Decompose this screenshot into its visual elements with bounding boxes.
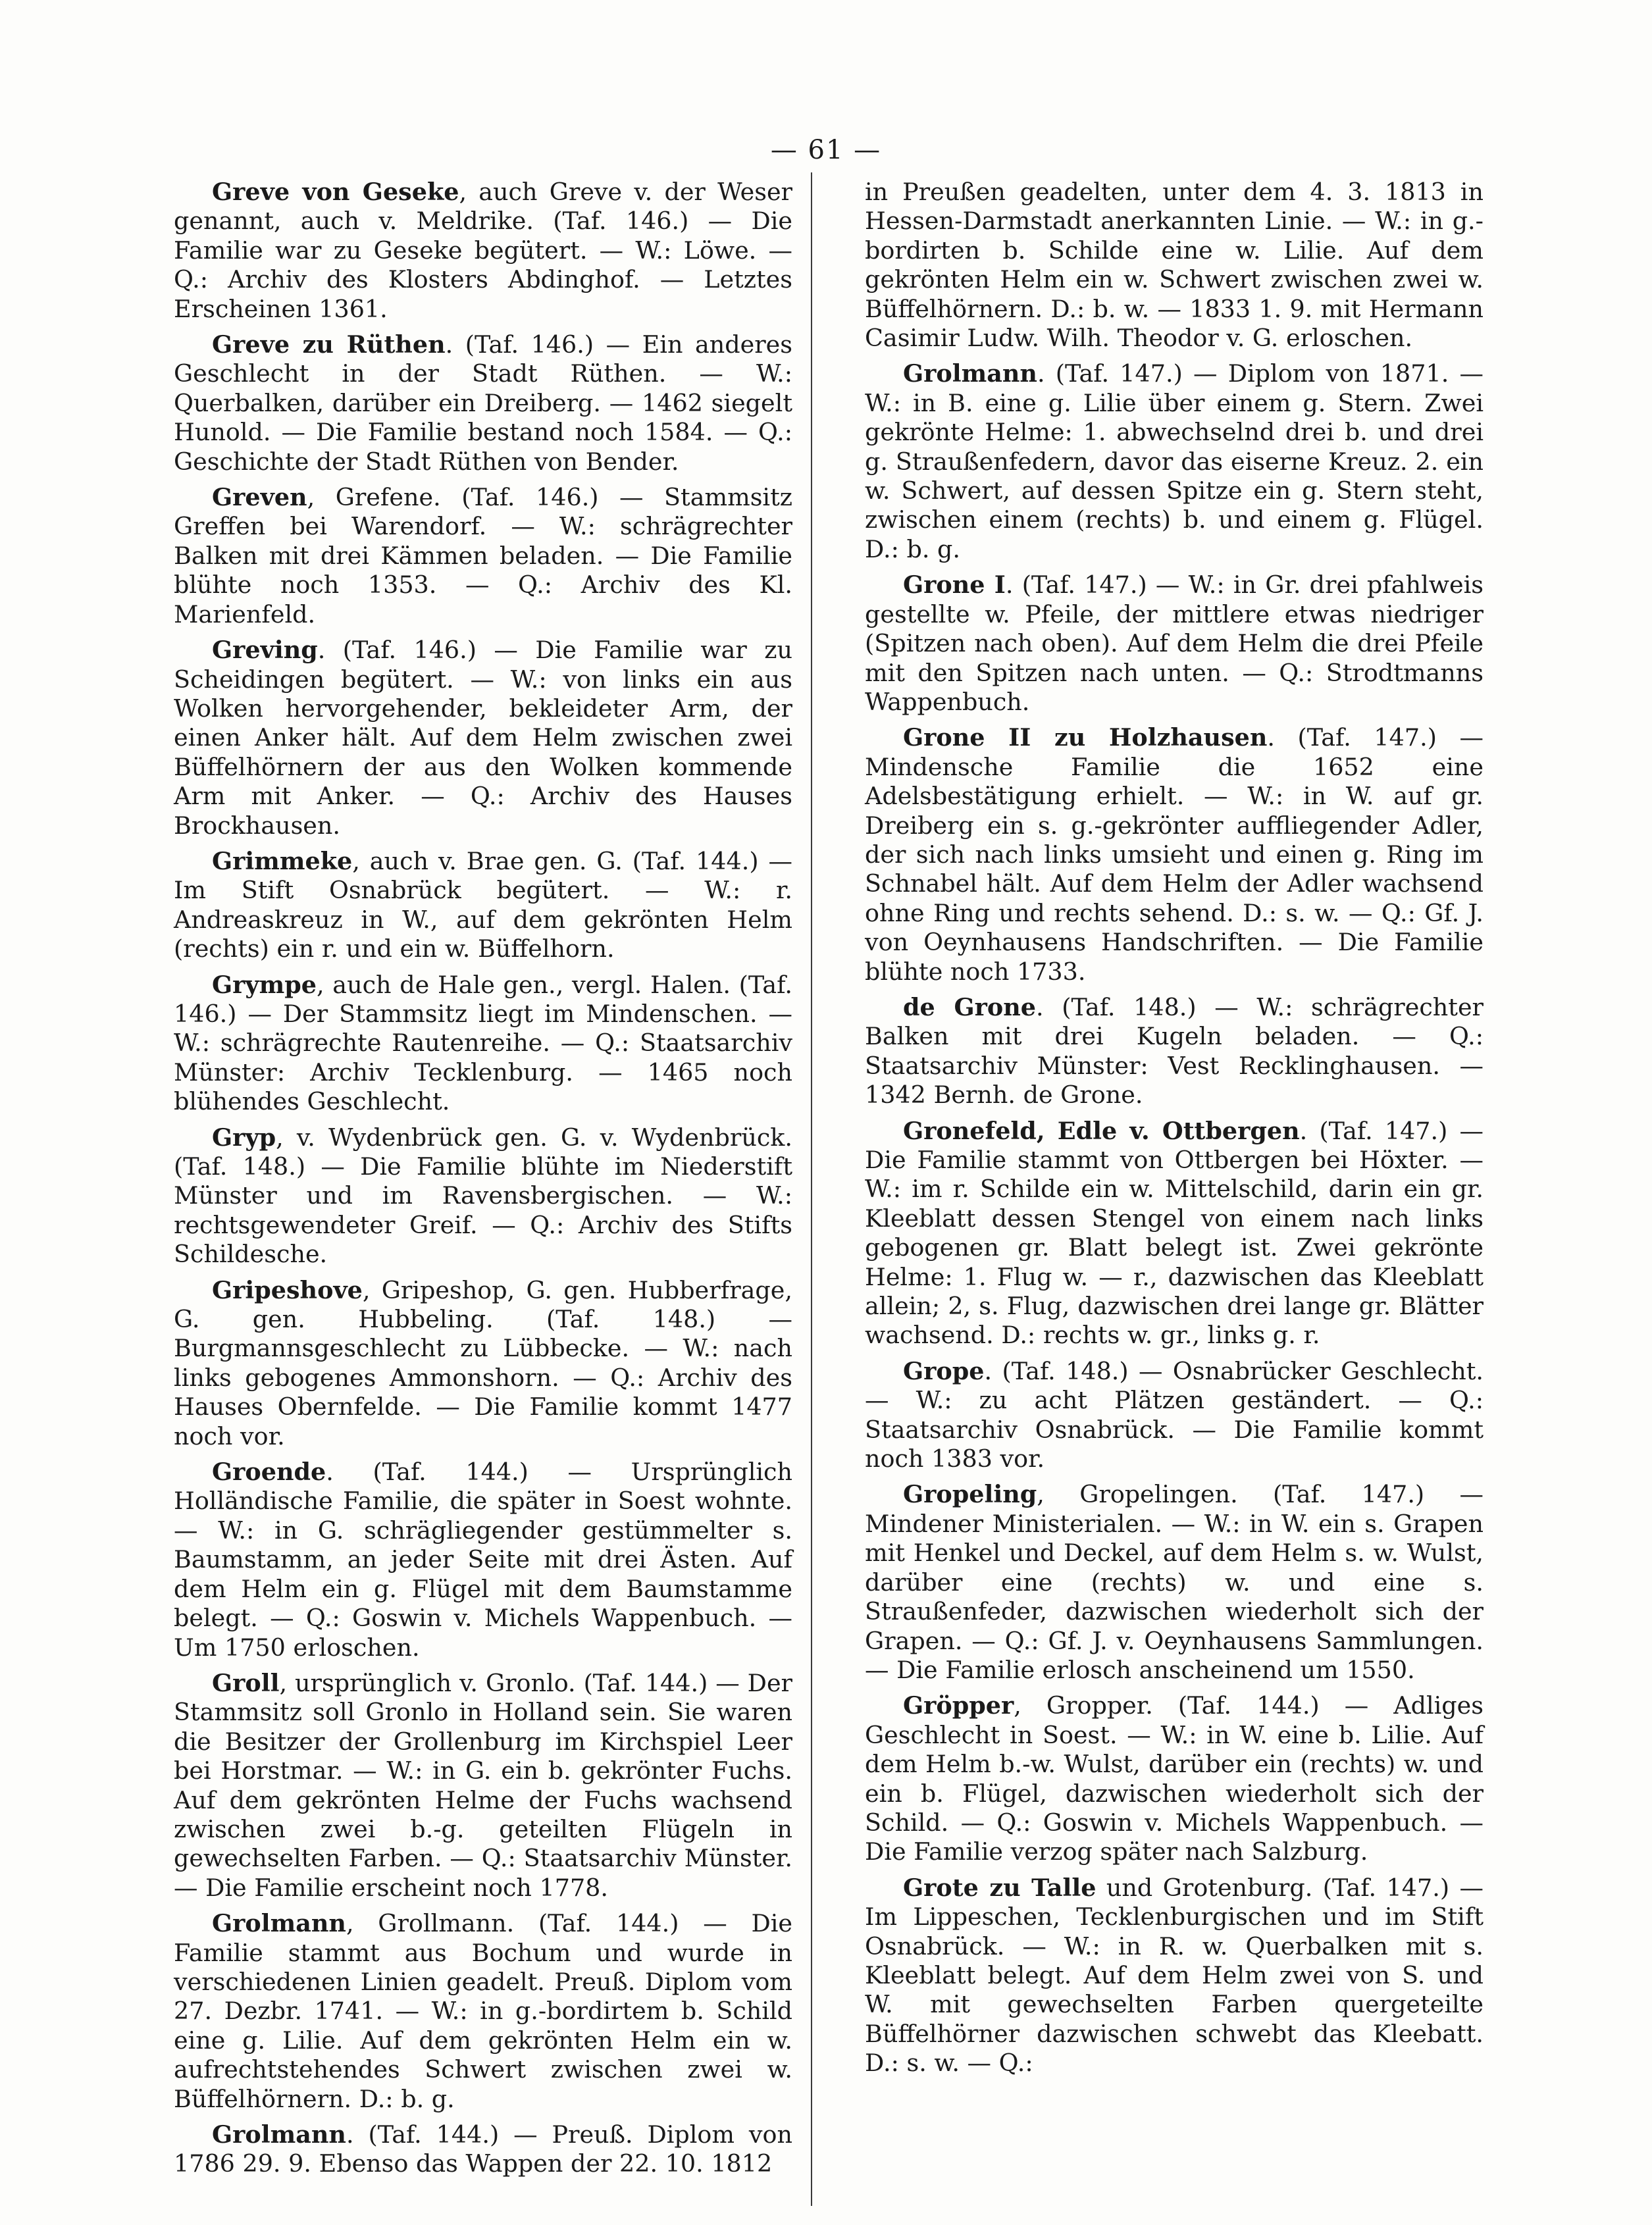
entry-headword: Groll <box>212 1668 280 1697</box>
entry-headword: Greve zu Rüthen <box>212 330 446 359</box>
left-column <box>174 178 792 2186</box>
entry <box>174 2120 792 2179</box>
entry-text: , auch v. Brae gen. G. (Taf. 144.) — Im Stift Osnabrück begütert. — W.: r. Andreaskreuz in W., auf dem gekrönten Helm (rechts) ein r. und ein w. Büffelhorn. <box>174 846 792 963</box>
entry-text: . (Taf. 147.) — Die Familie stammt von Ottbergen bei Höxter. — W.: im r. Schilde ein w. Mittelschild, darin ein gr. Kleeblatt dessen Stengel von einem nach links gebogenen gr. Blatt belegt ist. Zwei gekrönte Helme: 1. Flug w. — r., dazwischen das Kleeblatt allein; 2, s. Flug, dazwischen drei lange gr. Blätter wachsend. D.: rechts w. gr., links g. r. <box>865 1116 1484 1350</box>
entry <box>174 847 792 964</box>
entry-headword: Greven <box>212 483 307 512</box>
entry-continuation <box>865 178 1484 353</box>
entry-text: , ursprünglich v. Gronlo. (Taf. 144.) — Der Stammsitz soll Gronlo in Holland sein. Sie waren die Besitzer der Grollenburg im Kirchspiel Leer bei Horstmar. — W.: in G. ein b. gekrönter Fuchs. Auf dem gekrönten Helme der Fuchs wachsend zwischen zwei b.-g. geteilten Flügeln in gewechselten Farben. — Q.: Staatsarchiv Münster. — Die Familie erscheint noch 1778. <box>174 1668 792 1902</box>
entry-headword: Grone II zu Holzhausen <box>903 723 1268 752</box>
entry-text: . (Taf. 146.) — Die Familie war zu Scheidingen begütert. — W.: von links ein aus Wolken hervorgehender, bekleideter Arm, der einen Anker hält. Auf dem Helm zwischen zwei Büffelhörnern der aus den Wolken kommende Arm mit Anker. — Q.: Archiv des Hauses Brockhausen. <box>174 636 792 840</box>
entry-headword: Gronefeld, Edle v. Ottbergen <box>903 1116 1300 1145</box>
entry-headword: Grone I <box>903 571 1006 600</box>
entry-text: . (Taf. 146.) — Ein anderes Geschlecht in der Stadt Rüthen. — W.: Querbalken, darüber ein Dreiberg. — 1462 siegelt Hunold. — Die Familie bestand noch 1584. — Q.: Geschichte der Stadt Rüthen von Bender. <box>174 330 792 476</box>
entry <box>174 1458 792 1662</box>
entry-text: . (Taf. 144.) — Preuß. Diplom von 1786 29. 9. Ebenso das Wappen der 22. 10. 1812 <box>174 2120 792 2178</box>
column-divider <box>811 172 812 2206</box>
entry <box>174 971 792 1117</box>
entry-text: . (Taf. 147.) — Diplom von 1871. — W.: in B. eine g. Lilie über einem g. Stern. Zwei gekrönte Helme: 1. abwechselnd drei b. und drei g. Straußenfedern, davor das eiserne Kreuz. 2. ein w. Schwert, auf dessen Spitze ein g. Stern steht, zwischen einem (rechts) b. und einem g. Flügel. D.: b. g. <box>865 359 1484 563</box>
entry-text: , Grollmann. (Taf. 144.) — Die Familie stammt aus Bochum und wurde in verschiedenen Linien geadelt. Preuß. Diplom vom 27. Dezbr. 1741. — W.: in g.-bordirtem b. Schild eine g. Lilie. Auf dem gekrönten Helm ein w. aufrechtstehendes Schwert zwischen zwei w. Büffelhörnern. D.: b. g. <box>174 1909 792 2113</box>
entry <box>865 1480 1484 1685</box>
entry <box>865 1874 1484 2078</box>
entry <box>865 571 1484 717</box>
entry-text: . (Taf. 147.) — W.: in Gr. drei pfahlweis gestellte w. Pfeile, der mittlere etwas niedriger (Spitzen nach oben). Auf dem Helm die drei Pfeile mit den Spitzen nach unten. — Q.: Strodtmanns Wappenbuch. <box>865 571 1484 716</box>
entry-text: . (Taf. 144.) — Ursprünglich Holländische Familie, die später in Soest wohnte. — W.: in G. schrägliegender gestümmelter s. Baumstamm, an jeder Seite mit drei Ästen. Auf dem Helm ein g. Flügel mit dem Baumstamme belegt. — Q.: Goswin v. Michels Wappenbuch. — Um 1750 erloschen. <box>174 1458 792 1662</box>
entry <box>865 1357 1484 1474</box>
entry <box>174 330 792 476</box>
entry <box>174 636 792 840</box>
entry-text: , Grefene. (Taf. 146.) — Stammsitz Greffen bei Warendorf. — W.: schrägrechter Balken mit drei Kämmen beladen. — Die Familie blühte noch 1353. — Q.: Archiv des Kl. Marienfeld. <box>174 483 792 628</box>
entry-text: , auch Greve v. der Weser genannt, auch v. Meldrike. (Taf. 146.) — Die Familie war zu Geseke begütert. — W.: Löwe. — Q.: Archiv des Klosters Abdinghof. — Letztes Erscheinen 1361. <box>174 178 792 323</box>
entry <box>174 1123 792 1269</box>
right-column <box>865 178 1484 2085</box>
entry-headword: Grope <box>903 1356 985 1385</box>
entry <box>174 178 792 324</box>
entry <box>865 1117 1484 1350</box>
entry-text: und Grotenburg. (Taf. 147.) — Im Lippeschen, Tecklenburgischen und im Stift Osnabrück. — W.: in R. w. Querbalken mit s. Kleeblatt belegt. Auf dem Helm zwei von S. und W. mit gewechselten Farben quergeteilte Büffelhörner dazwischen schwebt das Kleebatt. D.: s. w. — Q.: <box>865 1873 1484 2078</box>
entry-text: . (Taf. 148.) — W.: schrägrechter Balken mit drei Kugeln beladen. — Q.: Staatsarchiv Münster: Vest Recklinghausen. — 1342 Bernh. de Grone. <box>865 992 1484 1110</box>
entry-headword: Grolmann <box>903 359 1037 388</box>
entry-text: , v. Wydenbrück gen. G. v. Wydenbrück. (Taf. 148.) — Die Familie blühte im Niederstift Münster und im Ravensbergischen. — W.: rechtsgewendeter Greif. — Q.: Archiv des Stifts Schildesche. <box>174 1123 792 1269</box>
entry-text: . (Taf. 147.) — Mindensche Familie die 1652 eine Adelsbestätigung erhielt. — W.: in W. auf gr. Dreiberg ein s. g.-gekrönter auffliegender Adler, der sich nach links umsieht und einen g. Ring im Schnabel hält. Auf dem Helm der Adler wachsend ohne Ring und rechts sehend. D.: s. w. — Q.: Gf. J. von Oeynhausens Handschriften. — Die Familie blühte noch 1733. <box>865 723 1484 986</box>
entry-text: , auch de Hale gen., vergl. Halen. (Taf. 146.) — Der Stammsitz liegt im Mindenschen. — W.: schrägrechte Rautenreihe. — Q.: Staatsarchiv Münster: Archiv Tecklenburg. — 1465 noch blühendes Geschlecht. <box>174 970 792 1116</box>
entry-text: . (Taf. 148.) — Osnabrücker Geschlecht. — W.: zu acht Plätzen geständert. — Q.: Staatsarchiv Osnabrück. — Die Familie kommt noch 1383 vor. <box>865 1356 1484 1473</box>
entry-headword: Grolmann <box>212 1909 346 1938</box>
entry-headword: Grolmann <box>212 2120 346 2149</box>
entry-headword: Gröpper <box>903 1691 1014 1720</box>
entry-headword: Grimmeke <box>212 846 353 875</box>
entry-text: , Gropper. (Taf. 144.) — Adliges Geschlecht in Soest. — W.: in W. eine b. Lilie. Auf dem Helm b.-w. Wulst, darüber ein (rechts) w. und ein b. Flügel, dazwischen wiederholt sich der Schild. — Q.: Goswin v. Michels Wappenbuch. — Die Familie verzog später nach Salzburg. <box>865 1691 1484 1866</box>
page-number: — 61 — <box>770 135 882 165</box>
entry <box>865 1691 1484 1866</box>
entry-text: in Preußen geadelten, unter dem 4. 3. 1813 in Hessen-Darmstadt anerkannten Linie. — W.: in g.-bordirten b. Schilde eine w. Lilie. Auf dem gekrönten Helm ein w. Schwert zwischen zwei w. Büffelhörnern. D.: b. w. — 1833 1. 9. mit Hermann Casimir Ludw. Wilh. Theodor v. G. erloschen. <box>865 178 1484 353</box>
entry-headword: Greve von Geseke <box>212 178 459 206</box>
entry-headword: Grympe <box>212 970 317 999</box>
entry-headword: Gropeling <box>903 1480 1037 1509</box>
entry-headword: Gripeshove <box>212 1275 363 1304</box>
entry <box>174 1669 792 1903</box>
entry <box>865 993 1484 1110</box>
entry <box>174 1276 792 1451</box>
entry <box>174 483 792 629</box>
entry-text: , Gropelingen. (Taf. 147.) — Mindener Ministerialen. — W.: in W. ein s. Grapen mit Henkel und Deckel, auf dem Helm s. w. Wulst, darüber eine (rechts) w. und eine s. Straußenfeder, dazwischen wiederholt sich der Grapen. — Q.: Gf. J. v. Oeynhausens Sammlungen. — Die Familie erlosch anscheinend um 1550. <box>865 1480 1484 1684</box>
entry <box>174 1909 792 2114</box>
entry-headword: Grote zu Talle <box>903 1873 1097 1902</box>
entry-headword: Groende <box>212 1458 326 1487</box>
entry-headword: Gryp <box>212 1123 276 1152</box>
entry-text: , Gripeshop, G. gen. Hubberfrage, G. gen. Hubbeling. (Taf. 148.) — Burgmannsgeschlecht zu Lübbecke. — W.: nach links gebogenes Ammonshorn. — Q.: Archiv des Hauses Obernfelde. — Die Familie kommt 1477 noch vor. <box>174 1275 792 1450</box>
entry-headword: Greving <box>212 636 318 665</box>
entry <box>865 723 1484 986</box>
entry <box>865 359 1484 564</box>
entry-headword: de Grone <box>903 992 1036 1021</box>
